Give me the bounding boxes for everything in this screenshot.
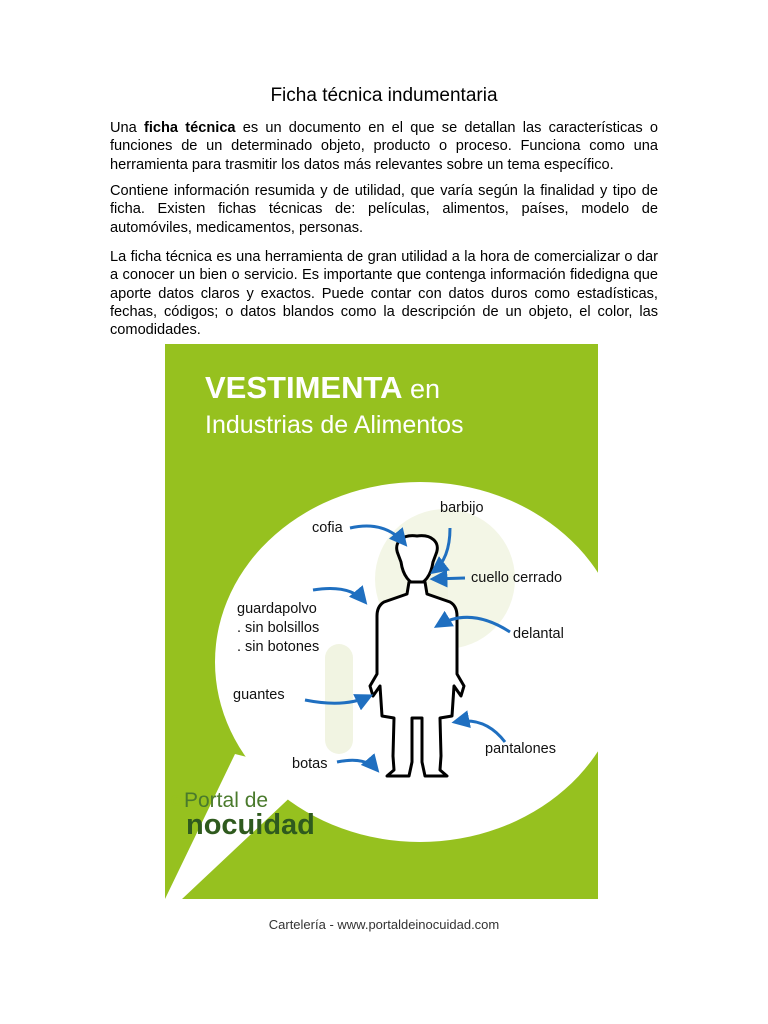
poster-footer-caption: Cartelería - www.portaldeinocuidad.com [268, 917, 500, 932]
label-cuello-cerrado: cuello cerrado [471, 570, 563, 586]
logo-bar-icon [175, 812, 182, 836]
poster-heading-light: en [402, 374, 441, 404]
arrow-cuello [433, 578, 465, 579]
poster-heading-bold: VESTIMENTA [205, 370, 403, 405]
label-botas: botas [292, 756, 328, 772]
paragraph-definition [110, 119, 658, 174]
logo-ring-icon [171, 795, 182, 806]
logo-top-text: Portal de [184, 789, 269, 812]
label-sin-botones: . sin botones [237, 639, 320, 655]
label-guantes: guantes [233, 687, 285, 703]
label-delantal: delantal [513, 626, 564, 642]
paragraph-lead: Una [110, 120, 144, 136]
logo-main-text: nocuidad [186, 809, 315, 841]
paragraph-term: ficha técnica [143, 120, 236, 136]
poster-subheading: Industrias de Alimentos [205, 411, 464, 439]
paragraph-content: Contiene información resumida y de utilidad, que varía según la finalidad y tipo de ficha. Existen fichas técnicas de: películas, alimentos, países, modelo de automóviles, medicamentos, personas. [110, 183, 658, 236]
logo-inocuidad [175, 808, 315, 842]
label-pantalones: pantalones [485, 741, 556, 757]
paragraph-rest: es un documento en el que se detallan las características o funciones de un determinado objeto, producto o proceso. Funciona como una herramienta para trasmitir los datos más relevantes sobre un tema específico. [110, 120, 658, 173]
label-sin-bolsillos: . sin bolsillos [237, 620, 320, 636]
page-title: Ficha técnica indumentaria [270, 85, 498, 106]
paragraph-utility: La ficha técnica es una herramienta de gran utilidad a la hora de comercializar o dar a conocer un bien o servicio. Es importante que contenga información fidedigna que aporte datos claros y exactos. Puede contar con datos duros como estadísticas, fechas, códigos; o datos blandos como la descripción de un objeto, el color, las comodidades. [110, 249, 658, 339]
label-cofia: cofia [312, 520, 343, 536]
label-guardapolvo: guardapolvo [237, 601, 317, 617]
label-barbijo: barbijo [440, 500, 484, 516]
poster-image [165, 344, 598, 915]
poster-heading [205, 370, 440, 407]
